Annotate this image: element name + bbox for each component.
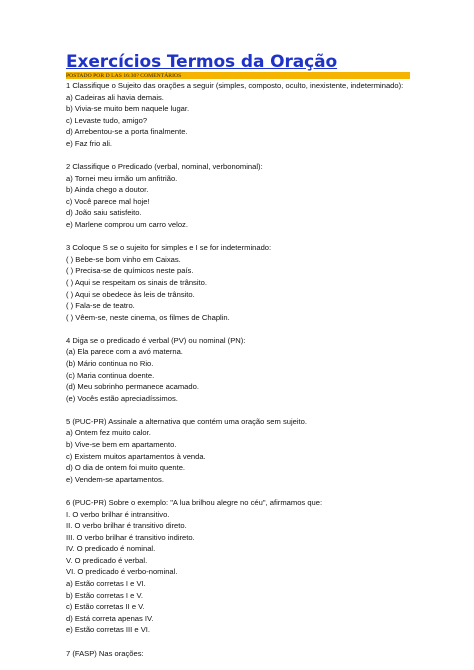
paragraph-gap bbox=[66, 636, 466, 648]
text-line: 2 Classifique o Predicado (verbal, nominal, verbonominal): bbox=[66, 162, 263, 172]
text-line: ( ) Fala-se de teatro. bbox=[66, 301, 135, 311]
exercise-text bbox=[66, 80, 466, 659]
paragraph-gap bbox=[66, 323, 466, 335]
paragraph-gap bbox=[66, 485, 466, 497]
text-line: 3 Coloque S se o sujeito for simples e I se for indeterminado: bbox=[66, 243, 272, 253]
text-line: d) O dia de ontem foi muito quente. bbox=[66, 463, 186, 473]
text-line: a) Ontem fez muito calor. bbox=[66, 428, 151, 438]
text-line: e) Vendem-se apartamentos. bbox=[66, 474, 164, 484]
text-line: (e) Vocês estão apreciadíssimos. bbox=[66, 393, 178, 403]
paragraph-gap bbox=[66, 231, 466, 243]
text-line: (b) Mário continua no Rio. bbox=[66, 358, 154, 368]
text-line: a) Cadeiras ali havia demais. bbox=[66, 92, 164, 102]
text-line: d) Está correta apenas IV. bbox=[66, 613, 154, 623]
text-line: II. O verbo brilhar é transitivo direto. bbox=[66, 521, 187, 531]
paragraph-gap bbox=[66, 404, 466, 416]
text-line: III. O verbo brilhar é transitivo indireto. bbox=[66, 532, 195, 542]
text-line: c) Existem muitos apartamentos à venda. bbox=[66, 451, 206, 461]
text-line: V. O predicado é verbal. bbox=[66, 555, 148, 565]
text-line: b) Vivia-se muito bem naquele lugar. bbox=[66, 104, 190, 114]
text-line: a) Estão corretas I e VI. bbox=[66, 579, 146, 589]
text-line: I. O verbo brilhar é intransitivo. bbox=[66, 509, 170, 519]
paragraph-gap bbox=[66, 150, 466, 162]
text-line: (a) Ela parece com a avó materna. bbox=[66, 347, 183, 357]
text-line: ( ) Precisa-se de químicos neste país. bbox=[66, 266, 194, 276]
text-line: ( ) Vêem-se, neste cinema, os filmes de Chaplin. bbox=[66, 312, 230, 322]
text-line: d) João saiu satisfeito. bbox=[66, 208, 142, 218]
text-line: ( ) Aqui se respeitam os sinais de trânsito. bbox=[66, 277, 207, 287]
text-line: IV. O predicado é nominal. bbox=[66, 544, 156, 554]
text-line: (c) Maria continua doente. bbox=[66, 370, 155, 380]
text-line: c) Você parece mal hoje! bbox=[66, 196, 150, 206]
text-line: 5 (PUC-PR) Assinale a alternativa que contém uma oração sem sujeito. bbox=[66, 416, 308, 426]
posted-by-line: POSTADO POR D LAS 16:30? COMENTÁRIOS bbox=[66, 72, 182, 79]
document-title[interactable]: Exercícios Termos da Oração bbox=[66, 52, 338, 72]
text-line: d) Arrebentou-se a porta finalmente. bbox=[66, 127, 188, 137]
text-line: 1 Classifique o Sujeito das orações a seguir (simples, composto, oculto, inexistente, indeterminado): bbox=[66, 81, 404, 90]
text-line: b) Vive-se bem em apartamento. bbox=[66, 440, 177, 450]
text-line: ( ) Aqui se obedece às leis de trânsito. bbox=[66, 289, 195, 299]
text-line: e) Marlene comprou um carro veloz. bbox=[66, 220, 188, 230]
text-line: 7 (FASP) Nas orações: bbox=[66, 648, 144, 658]
text-line: c) Levaste tudo, amigo? bbox=[66, 115, 148, 125]
text-line: b) Estão corretas I e V. bbox=[66, 590, 143, 600]
text-line: c) Estão corretas II e V. bbox=[66, 602, 145, 612]
text-line: e) Estão corretas III e VI. bbox=[66, 625, 150, 635]
text-line: 6 (PUC-PR) Sobre o exemplo: "A lua brilhou alegre no céu", afirmamos que: bbox=[66, 497, 323, 507]
text-line: ( ) Bebe-se bom vinho em Caixas. bbox=[66, 254, 181, 264]
text-line: 4 Diga se o predicado é verbal (PV) ou nominal (PN): bbox=[66, 335, 246, 345]
text-line: b) Ainda chego a doutor. bbox=[66, 185, 149, 195]
text-line: a) Tornei meu irmão um anfitrião. bbox=[66, 173, 178, 183]
text-line: (d) Meu sobrinho permanece acamado. bbox=[66, 382, 199, 392]
text-line: VI. O predicado é verbo-nominal. bbox=[66, 567, 178, 577]
text-line: e) Faz frio ali. bbox=[66, 138, 112, 148]
